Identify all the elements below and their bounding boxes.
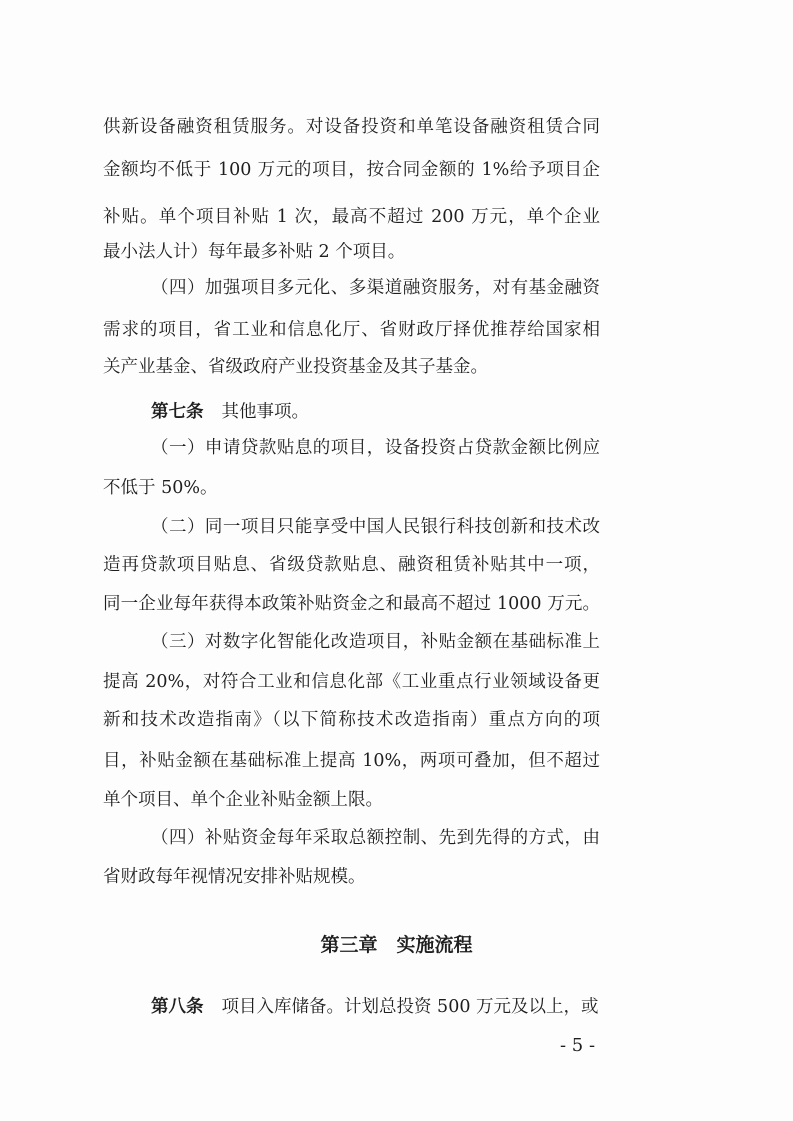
body-line: 单个项目、单个企业补贴金额上限。 <box>103 790 383 810</box>
body-line: （三）对数字化智能化改造项目，补贴金额在基础标准上 <box>151 632 600 652</box>
body-line: 供新设备融资租赁服务。对设备投资和单笔设备融资租赁合同 <box>103 117 600 137</box>
body-line: 需求的项目，省工业和信息化厅、省财政厅择优推荐给国家相 <box>103 320 600 340</box>
page-number: - 5 - <box>560 1035 596 1056</box>
body-line: 不低于 50%。 <box>103 478 218 498</box>
body-line: 省财政每年视情况安排补贴规模。 <box>103 867 366 887</box>
body-line: 补贴。单个项目补贴 1 次，最高不超过 200 万元，单个企业 <box>103 207 600 227</box>
article-7-title: 其他事项。 <box>221 402 309 422</box>
body-line: 金额均不低于 100 万元的项目，按合同金额的 1%给予项目企 <box>103 160 600 180</box>
chapter-heading: 第三章 实施流程 <box>320 934 473 956</box>
body-line: 目，补贴金额在基础标准上提高 10%，两项可叠加，但不超过 <box>103 751 600 771</box>
article-8-label: 第八条 <box>151 997 204 1017</box>
article-7-label: 第七条 <box>151 402 204 422</box>
body-line: 造再贷款项目贴息、省级贷款贴息、融资租赁补贴其中一项， <box>103 555 600 575</box>
article-8-text: 项目入库储备。计划总投资 500 万元及以上，或 <box>221 997 599 1017</box>
body-line: 关产业基金、省级政府产业投资基金及其子基金。 <box>103 357 488 377</box>
body-line: 提高 20%，对符合工业和信息化部《工业重点行业领域设备更 <box>103 672 600 692</box>
body-line: 最小法人计）每年最多补贴 2 个项目。 <box>103 242 406 262</box>
body-line: （四）加强项目多元化、多渠道融资服务，对有基金融资 <box>151 278 600 298</box>
body-line: 同一企业每年获得本政策补贴资金之和最高不超过 1000 万元。 <box>103 594 600 614</box>
article-7-heading <box>151 401 600 423</box>
body-line: （四）补贴资金每年采取总额控制、先到先得的方式，由 <box>151 828 600 848</box>
body-line: （二）同一项目只能享受中国人民银行科技创新和技术改 <box>151 517 600 537</box>
body-line: 新和技术改造指南》（以下简称技术改造指南）重点方向的项 <box>103 710 600 730</box>
article-8-line <box>151 996 600 1018</box>
body-line: （一）申请贷款贴息的项目，设备投资占贷款金额比例应 <box>151 438 600 458</box>
